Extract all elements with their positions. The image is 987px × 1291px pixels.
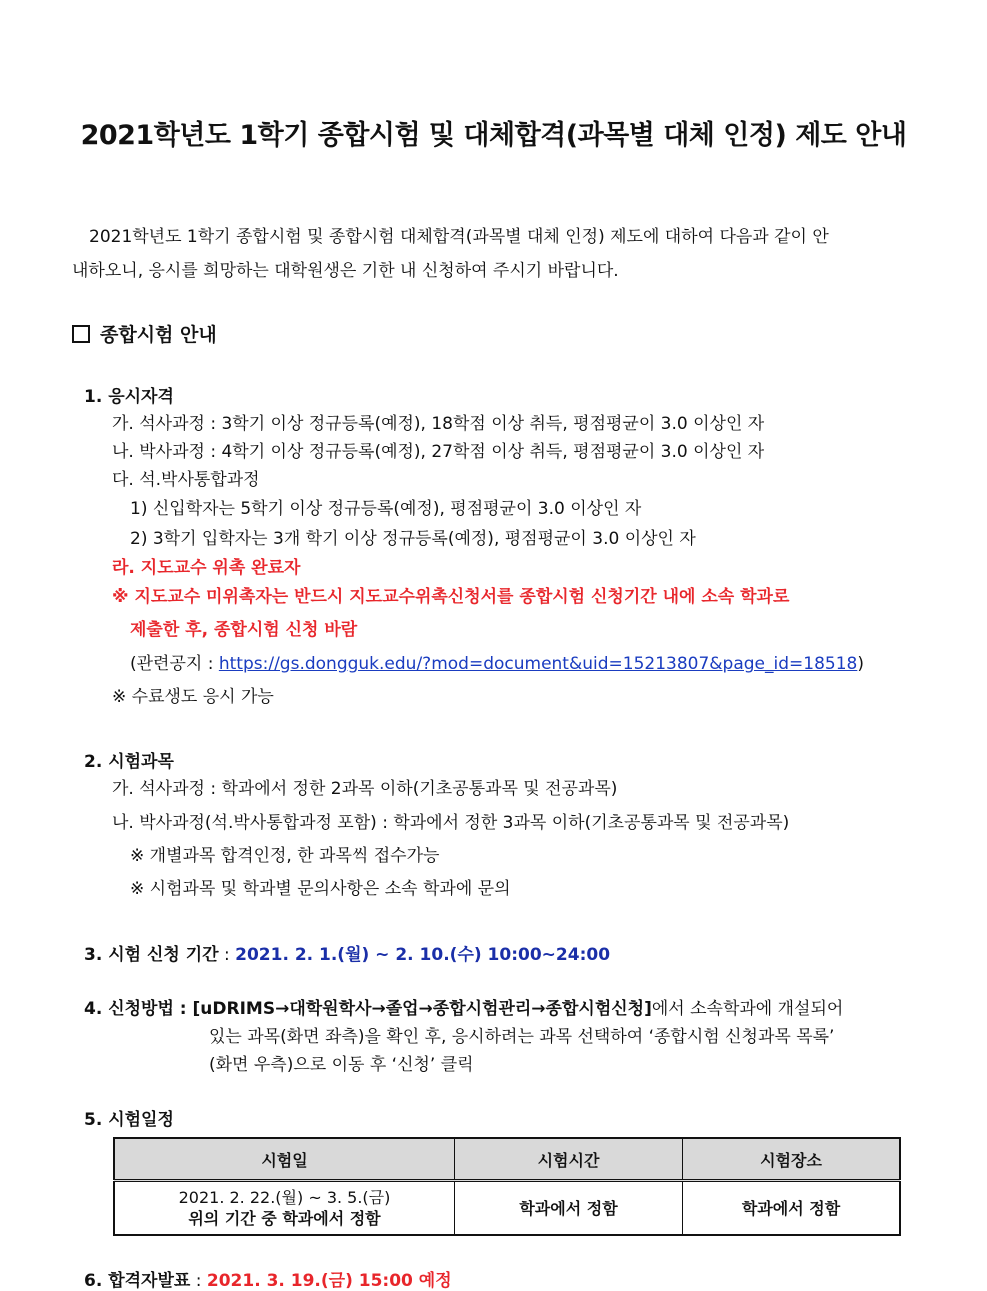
notice-link[interactable]: https://gs.dongguk.edu/?mod=document&uid=15213807&page_id=18518: [218, 654, 858, 674]
header-exam-place: 시험장소: [683, 1138, 901, 1181]
s3-period: 2021. 2. 1.(월) ~ 2. 10.(수) 10:00~24:00: [235, 945, 611, 965]
cell-exam-place: 학과에서 정함: [683, 1181, 901, 1236]
s4-path: [uDRIMS→대학원학사→졸업→종합시험관리→종합시험신청]: [192, 999, 652, 1019]
s2-heading: 2. 시험과목: [84, 752, 174, 772]
section-heading: [72, 320, 217, 347]
s1-item-c1: 1) 신입학자는 5학기 이상 정규등록(예정), 평점평균이 3.0 이상인 자: [130, 499, 642, 519]
s6-announcement-date: 2021. 3. 19.(금) 15:00 예정: [206, 1271, 452, 1291]
s1-note: ※ 수료생도 응시 가능: [112, 687, 274, 707]
checkbox-square-icon: [72, 325, 90, 343]
s3-separator: :: [218, 945, 236, 965]
s1-heading: 1. 응시자격: [84, 387, 174, 407]
s2-note-2: ※ 시험과목 및 학과별 문의사항은 소속 학과에 문의: [130, 879, 511, 899]
s1-item-c2: 2) 3학기 입학자는 3개 학기 이상 정규등록(예정), 평점평균이 3.0 이상인 자: [130, 529, 696, 549]
s6-separator: :: [190, 1271, 207, 1291]
s1-item-d: 라. 지도교수 위촉 완료자: [112, 558, 301, 578]
cell-exam-time: 학과에서 정함: [455, 1181, 683, 1236]
s4-line-2: 있는 과목(화면 좌측)을 확인 후, 응시하려는 과목 선택하여 ‘종합시험 신청과목 목록’: [209, 1027, 835, 1047]
s4-line-3: (화면 우측)으로 이동 후 ‘신청’ 클릭: [209, 1055, 474, 1075]
s1-item-b: 나. 박사과정 : 4학기 이상 정규등록(예정), 27학점 이상 취득, 평점평균이 3.0 이상인 자: [112, 442, 765, 462]
notice-prefix: (관련공지 :: [130, 654, 219, 674]
page-title: 2021학년도 1학기 종합시험 및 대체합격(과목별 대체 인정) 제도 안내: [80, 120, 907, 151]
s2-item-a: 가. 석사과정 : 학과에서 정한 2과목 이하(기초공통과목 및 전공과목): [112, 779, 618, 799]
s1-warning-line-2: 제출한 후, 종합시험 신청 바람: [130, 620, 358, 640]
notice-suffix: ): [857, 654, 864, 674]
exam-date-note: 위의 기간 중 학과에서 정함: [188, 1209, 381, 1228]
header-exam-date: 시험일: [114, 1138, 455, 1181]
exam-date-range: 2021. 2. 22.(월) ~ 3. 5.(금): [178, 1188, 391, 1207]
s5-heading: 5. 시험일정: [84, 1110, 174, 1130]
header-exam-time: 시험시간: [455, 1138, 683, 1181]
s1-warning-line-1: ※ 지도교수 미위촉자는 반드시 지도교수위촉신청서를 종합시험 신청기간 내에 소속 학과로: [112, 587, 790, 607]
s1-notice: [130, 649, 864, 674]
s4-line-1: [84, 994, 843, 1019]
s2-note-1: ※ 개별과목 합격인정, 한 과목씩 접수가능: [130, 846, 440, 866]
table-header-row: [114, 1138, 900, 1181]
s3-label: 3. 시험 신청 기간: [84, 945, 219, 965]
s4-line-1-rest: 에서 소속학과에 개설되어: [651, 999, 844, 1019]
intro-line-2: 내하오니, 응시를 희망하는 대학원생은 기한 내 신청하여 주시기 바랍니다.: [72, 261, 619, 281]
s2-item-b: 나. 박사과정(석.박사통합과정 포함) : 학과에서 정한 3과목 이하(기초공통과목 및 전공과목): [112, 813, 790, 833]
s1-item-a: 가. 석사과정 : 3학기 이상 정규등록(예정), 18학점 이상 취득, 평점평균이 3.0 이상인 자: [112, 414, 765, 434]
intro-line-1: 2021학년도 1학기 종합시험 및 종합시험 대체합격(과목별 대체 인정) 제도에 대하여 다음과 같이 안: [89, 227, 829, 247]
cell-exam-date: [114, 1181, 455, 1236]
s6-label: 6. 합격자발표: [84, 1271, 191, 1291]
s4-label: 4. 신청방법 :: [84, 999, 193, 1019]
s1-item-c: 다. 석.박사통합과정: [112, 470, 260, 490]
s6-line: [84, 1266, 452, 1291]
table-row: [114, 1181, 900, 1236]
section-heading-text: 종합시험 안내: [100, 324, 217, 346]
s3-line: [84, 940, 610, 965]
schedule-table: [113, 1137, 901, 1236]
